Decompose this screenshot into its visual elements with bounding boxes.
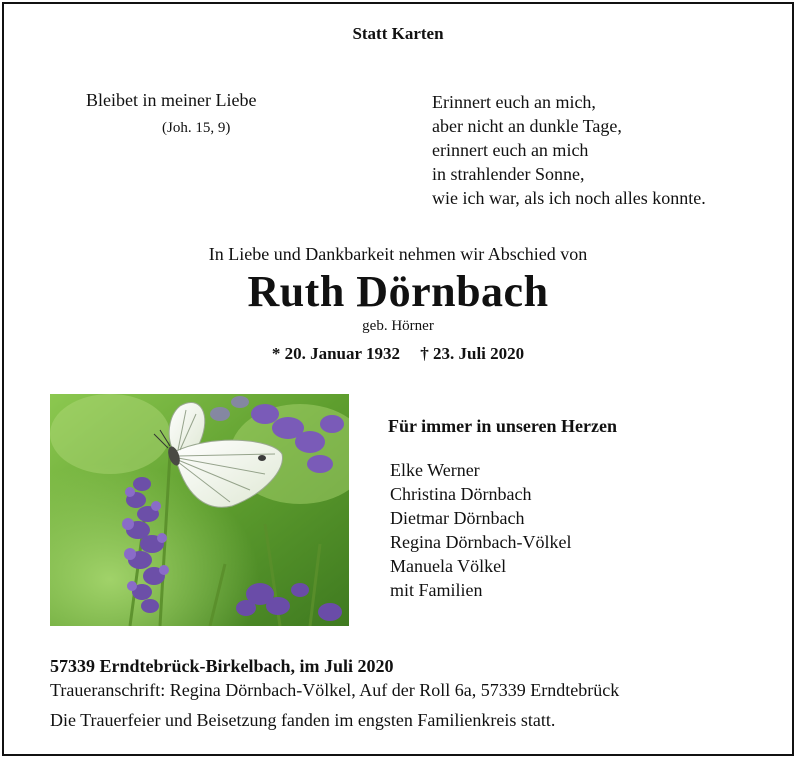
bible-reference: (Joh. 15, 9): [162, 120, 231, 136]
birth-date: * 20. Januar 1932: [271, 344, 400, 363]
poem-line: wie ich war, als ich noch alles konnte.: [432, 188, 706, 208]
mourner-name: Dietmar Dörnbach: [390, 508, 525, 528]
death-date: † 23. Juli 2020: [420, 344, 525, 363]
place-date: 57339 Erndtebrück-Birkelbach, im Juli 2020: [50, 656, 394, 676]
life-dates: [4, 344, 792, 364]
mourner-name: Elke Werner: [390, 460, 480, 480]
deceased-name: Ruth Dörnbach: [247, 267, 549, 316]
mourners-list: [390, 458, 571, 602]
mourner-name: Regina Dörnbach-Völkel: [390, 532, 572, 552]
motto: Für immer in unseren Herzen: [388, 416, 617, 436]
funeral-notice: Die Trauerfeier und Beisetzung fanden im engsten Familienkreis statt.: [50, 710, 556, 730]
farewell-intro: In Liebe und Dankbarkeit nehmen wir Abschied von: [208, 244, 588, 264]
poem: [432, 90, 706, 210]
butterfly-lavender-photo: [50, 394, 349, 626]
birth-name: geb. Hörner: [362, 318, 434, 334]
mourner-name: mit Familien: [390, 580, 483, 600]
bible-quote: Bleibet in meiner Liebe: [86, 90, 257, 110]
header-title: Statt Karten: [352, 24, 444, 43]
obituary-notice: [2, 2, 794, 756]
poem-line: Erinnert euch an mich,: [432, 92, 596, 112]
poem-line: aber nicht an dunkle Tage,: [432, 116, 622, 136]
mourning-address: Traueranschrift: Regina Dörnbach-Völkel, Auf der Roll 6a, 57339 Erndtebrück: [50, 680, 620, 700]
mourner-name: Christina Dörnbach: [390, 484, 532, 504]
mourner-name: Manuela Völkel: [390, 556, 507, 576]
poem-line: erinnert euch an mich: [432, 140, 589, 160]
poem-line: in strahlender Sonne,: [432, 164, 585, 184]
